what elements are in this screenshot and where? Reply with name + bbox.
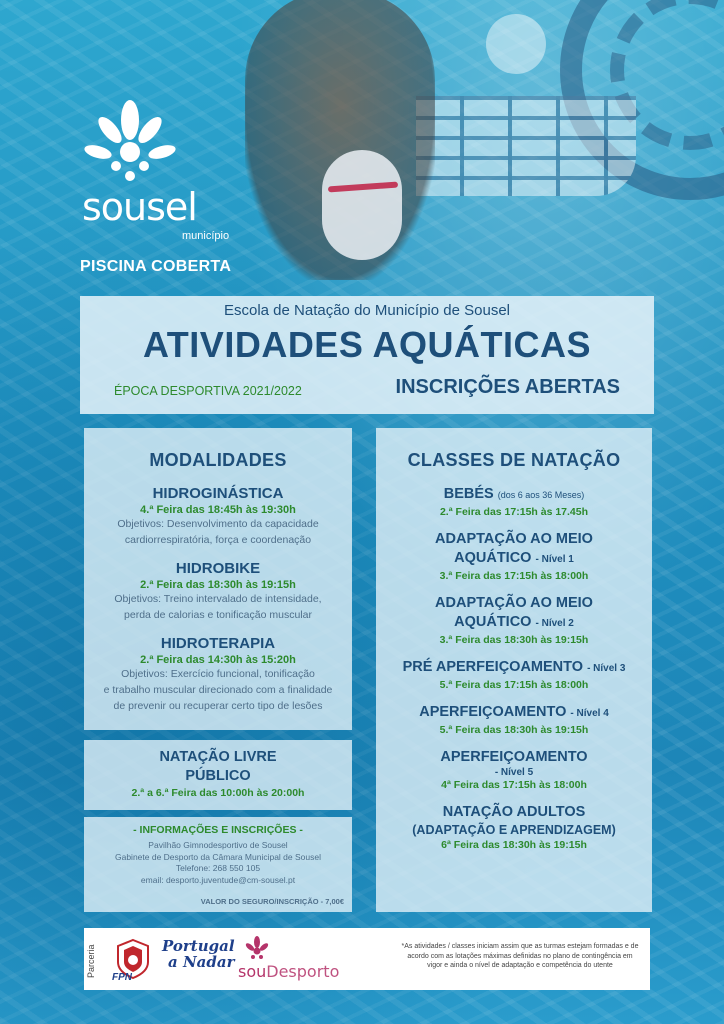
partnership-label: Parceria <box>86 944 96 978</box>
class-time: 4ª Feira das 17:15h às 18:00h <box>441 779 587 791</box>
decorative-circle <box>486 14 546 74</box>
class-name <box>376 703 652 723</box>
school-name: Escola de Natação do Município de Sousel <box>223 302 510 319</box>
email-link[interactable]: email: desporto.juventude@cm-sousel.pt <box>140 874 296 885</box>
brand-name: sousel <box>82 185 197 229</box>
class-time: 3.ª Feira das 17:15h às 18:00h <box>439 570 589 582</box>
activity-time: 2.ª Feira das 14:30h às 15:20h <box>140 654 296 666</box>
activity-objective: de prevenir ou recuperar certo tipo de lesões <box>113 700 323 712</box>
modalidades-panel <box>84 428 352 730</box>
class-level: - Nível 2 <box>535 618 574 629</box>
classes-panel <box>376 428 652 912</box>
swim-cap <box>322 150 402 260</box>
class-title: APERFEIÇOAMENTO <box>419 704 567 720</box>
desporto-text: Desporto <box>266 962 340 981</box>
season-label: ÉPOCA DESPORTIVA 2021/2022 <box>114 384 302 398</box>
class-level: - Nível 1 <box>535 554 574 565</box>
activity-objective: Objetivos: Exercício funcional, tonificação <box>121 668 315 680</box>
sou-desporto-flower-icon <box>244 936 270 962</box>
class-title: APERFEIÇOAMENTO <box>440 749 588 765</box>
class-title: ADAPTAÇÃO AO MEIO <box>435 531 593 547</box>
class-title: ADAPTAÇÃO AO MEIO <box>435 595 593 611</box>
class-name <box>376 613 652 633</box>
sousel-flower-logo-icon <box>80 100 180 186</box>
list-item <box>376 658 652 691</box>
ptn-line: a Nadar <box>168 953 235 971</box>
decorative-bricks <box>416 96 636 196</box>
activity-objective: cardiorrespiratória, força e coordenação <box>124 534 312 546</box>
class-level: - Nível 4 <box>570 708 609 719</box>
list-item <box>376 748 652 791</box>
sou-desporto-logo <box>238 962 339 981</box>
info-panel <box>84 817 352 912</box>
partners-footer <box>84 928 650 990</box>
list-item <box>376 703 652 736</box>
activity-time: 4.ª Feira das 18:45h às 19:30h <box>140 504 296 516</box>
class-name <box>376 549 652 569</box>
class-time: 5.ª Feira das 17:15h às 18:00h <box>439 679 589 691</box>
info-line: Pavilhão Gimnodesportivo de Sousel <box>148 840 288 850</box>
class-level: - Nível 3 <box>587 663 626 674</box>
brand-subtitle: município <box>182 230 230 242</box>
class-title: PRÉ APERFEIÇOAMENTO <box>402 659 584 675</box>
class-subtitle: (ADAPTAÇÃO E APRENDIZAGEM) <box>412 823 616 837</box>
activity-objective: perda de calorias e tonificação muscular <box>124 609 312 621</box>
class-title: BEBÉS <box>443 486 494 502</box>
list-item <box>376 594 652 646</box>
activity-time: 2.ª Feira das 18:30h às 19:15h <box>140 579 296 591</box>
list-item <box>84 485 352 548</box>
free-swim-panel <box>84 740 352 810</box>
class-title: AQUÁTICO <box>454 550 532 566</box>
disclaimer-note: *As atividades / classes iniciam assim que as turmas estejam formadas e de acordo com as lotações máximas definidas no plano de contingência em vigor e ainda o nível de adaptação e competência do utente <box>401 943 639 969</box>
modalidades-heading: MODALIDADES <box>149 450 287 470</box>
class-title: AQUÁTICO <box>454 614 532 630</box>
class-name <box>376 485 652 505</box>
registration-fee: VALOR DO SEGURO/INSCRIÇÃO - 7,00€ <box>200 897 344 906</box>
activity-objective: e trabalho muscular direcionado com a finalidade <box>103 684 333 696</box>
header-box <box>80 296 654 414</box>
sou-text: sou <box>238 962 267 981</box>
list-item <box>376 485 652 518</box>
list-item <box>376 530 652 582</box>
class-time: 2.ª Feira das 17:15h às 17.45h <box>439 506 589 518</box>
class-note: (dos 6 aos 36 Meses) <box>497 490 585 500</box>
activity-name: HIDROBIKE <box>175 560 261 577</box>
list-item <box>84 635 352 714</box>
list-item <box>376 803 652 851</box>
venue-title: PISCINA COBERTA <box>80 258 232 275</box>
class-time: 5.ª Feira das 18:30h às 19:15h <box>439 724 589 736</box>
class-time: 3.ª Feira das 18:30h às 19:15h <box>439 634 589 646</box>
free-swim-title: NATAÇÃO LIVRE <box>159 749 277 765</box>
class-level: - Nível 5 <box>494 767 534 778</box>
portugal-a-nadar-logo <box>162 938 235 970</box>
page-title: ATIVIDADES AQUÁTICAS <box>142 324 591 365</box>
classes-heading: CLASSES DE NATAÇÃO <box>407 450 621 470</box>
activity-name: HIDROTERAPIA <box>160 635 276 652</box>
free-swim-subtitle: PÚBLICO <box>185 768 251 784</box>
class-time: 6ª Feira das 18:30h às 19:15h <box>441 839 587 851</box>
info-heading: - INFORMAÇÕES E INSCRIÇÕES - <box>133 824 303 836</box>
free-swim-time: 2.ª a 6.ª Feira das 10:00h às 20:00h <box>131 787 305 799</box>
ptn-line: Portugal <box>162 937 235 955</box>
list-item <box>84 560 352 623</box>
fpn-logo-text: FPN <box>112 972 132 983</box>
class-name <box>376 658 652 678</box>
activity-objective: Objetivos: Desenvolvimento da capacidade <box>117 518 319 530</box>
phone-number: Telefone: 268 550 105 <box>175 863 261 873</box>
class-title: NATAÇÃO ADULTOS <box>442 804 586 820</box>
activity-name: HIDROGINÁSTICA <box>152 485 284 502</box>
info-line: Gabinete de Desporto da Câmara Municipal de Sousel <box>114 851 321 862</box>
activity-objective: Objetivos: Treino intervalado de intensidade, <box>114 593 322 605</box>
registrations-open: INSCRIÇÕES ABERTAS <box>395 376 620 398</box>
